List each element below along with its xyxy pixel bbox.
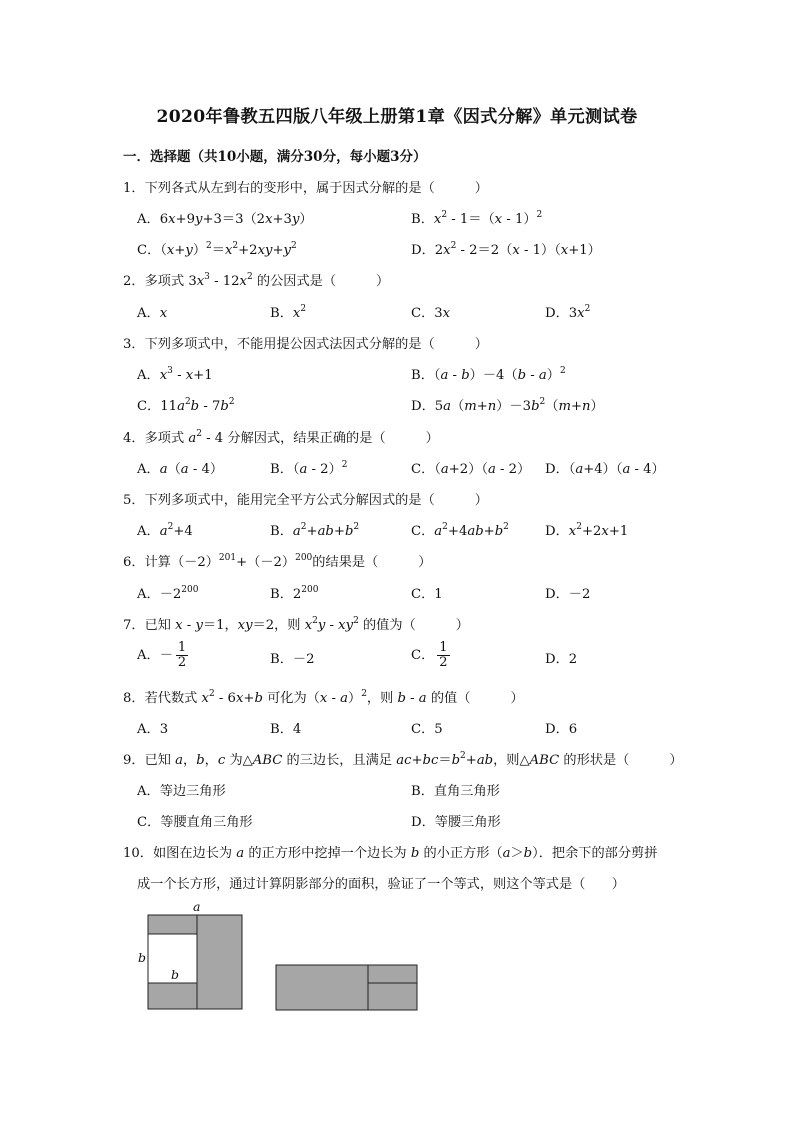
question-3-option-d[interactable]: D．$5a(m+n)-3b^2(m+n)$ [411,397,604,414]
question-5-option-c[interactable]: C．$a^2+4ab+b^2$ [411,522,509,539]
question-6-option-c[interactable]: C．1 [411,587,443,602]
fraction-one-half: $\frac{1}{2}$ [177,640,187,670]
question-1-option-c[interactable]: C．$(x+y)^2=x^2+2xy+y^2$ [137,241,297,258]
question-4-option-b[interactable]: B．（a - 2）$^2$ [270,460,348,477]
question-7-stem: 7．已知 x - y＝1，xy＝2，则 $x^2y - xy^2$ 的值为（ ） [123,616,469,633]
question-6-stem: 6．计算$(-2)^{201}+(-2)^{200}$的结果是（ ） [123,553,432,570]
question-2-option-c[interactable]: C．3x [411,306,451,321]
question-7-option-c[interactable]: C． $\frac{1}{2}$ [411,640,448,670]
rearranged-rectangle [276,965,417,1010]
question-5-option-d[interactable]: D．$x^2+2x+1$ [545,522,629,539]
question-5-option-b[interactable]: B．$a^2+ab+b^2$ [270,522,360,539]
question-6-option-d[interactable]: D．－2 [545,587,591,602]
question-3-option-a[interactable]: A．$x^3 - x+1$ [137,366,213,383]
question-10-stem-line-2: 成一个长方形，通过计算阴影部分的面积，验证了一个等式，则这个等式是（ ） [137,877,625,892]
section-heading: 一．选择题（共10小题，满分30分，每小题3分） [123,149,427,165]
figure-label-left-b: b [138,950,147,965]
question-9-option-b[interactable]: B．直角三角形 [411,784,500,799]
question-4-stem: 4．多项式 $a^2 - 4$ 分解因式，结果正确的是（ ） [123,429,439,446]
question-10-stem-line-1: 10．如图在边长为 a 的正方形中挖掉一个边长为 b 的小正方形（a＞b）．把余下的部分剪拼 [123,846,658,861]
question-2-option-d[interactable]: D．$3x^2$ [545,304,591,321]
question-9-option-a[interactable]: A．等边三角形 [137,784,226,799]
question-8-option-c[interactable]: C．5 [411,722,443,737]
question-7-option-a[interactable]: A．－ $\frac{1}{2}$ [137,640,187,670]
question-1-stem: 1．下列各式从左到右的变形中，属于因式分解的是（ ） [123,181,488,196]
question-8-option-b[interactable]: B．4 [270,722,302,737]
question-6-option-a[interactable]: A．$-2^{200}$ [137,585,199,602]
question-5-option-a[interactable]: A．$a^2+4$ [137,522,193,539]
question-5-stem: 5．下列多项式中，能用完全平方公式分解因式的是（ ） [123,493,488,508]
question-2-option-b[interactable]: B．$x^2$ [270,304,307,321]
question-1-option-d[interactable]: D．$2x^2 - 2=2(x - 1)(x+1)$ [411,241,601,258]
figure-label-inner-b: b [171,967,180,982]
question-9-stem: 9．已知 a，b，c 为△ABC 的三边长，且满足 $ac+bc=b^2+ab$，则△ABC 的形状是（ ） [123,751,683,768]
question-4-option-a[interactable]: A．a（a - 4） [137,462,224,477]
question-3-option-c[interactable]: C．$11a^2b - 7b^2$ [137,397,235,414]
question-8-option-d[interactable]: D．6 [545,722,578,737]
page-title: 2020年鲁教五四版八年级上册第1章《因式分解》单元测试卷 [156,107,638,127]
question-2-option-a[interactable]: A．x [137,306,168,321]
question-3-stem: 3．下列多项式中，不能用提公因式法因式分解的是（ ） [123,337,488,352]
question-1-option-b[interactable]: B．$x^2 - 1=(x - 1)^2$ [411,210,543,227]
figure-label-top-a: a [193,899,201,914]
question-9-option-d[interactable]: D．等腰三角形 [411,815,501,830]
question-9-option-c[interactable]: C．等腰直角三角形 [137,815,253,830]
fraction-one-half: $\frac{1}{2}$ [439,640,448,670]
question-7-option-b[interactable]: B．－2 [270,652,315,667]
question-1-option-a[interactable]: A．6x+9y+3＝3（2x+3y） [137,212,313,227]
question-3-option-b[interactable]: B．（a - b）－4（b - a）$^2$ [411,366,566,383]
question-6-option-b[interactable]: B．$2^{200}$ [270,585,319,602]
question-4-option-d[interactable]: D．（a+4）（a - 4） [545,462,665,477]
question-2-stem: 2．多项式 $3x^3 - 12x^2$ 的公因式是（ ） [123,272,390,289]
question-8-stem: 8．若代数式 $x^2 - 6x+b$ 可化为（x - a）$^2$，则 b - a 的值（ ） [123,689,524,706]
question-4-option-c[interactable]: C．（a+2）（a - 2） [411,462,531,477]
question-7-option-d[interactable]: D．2 [545,652,578,667]
question-8-option-a[interactable]: A．3 [137,722,169,737]
